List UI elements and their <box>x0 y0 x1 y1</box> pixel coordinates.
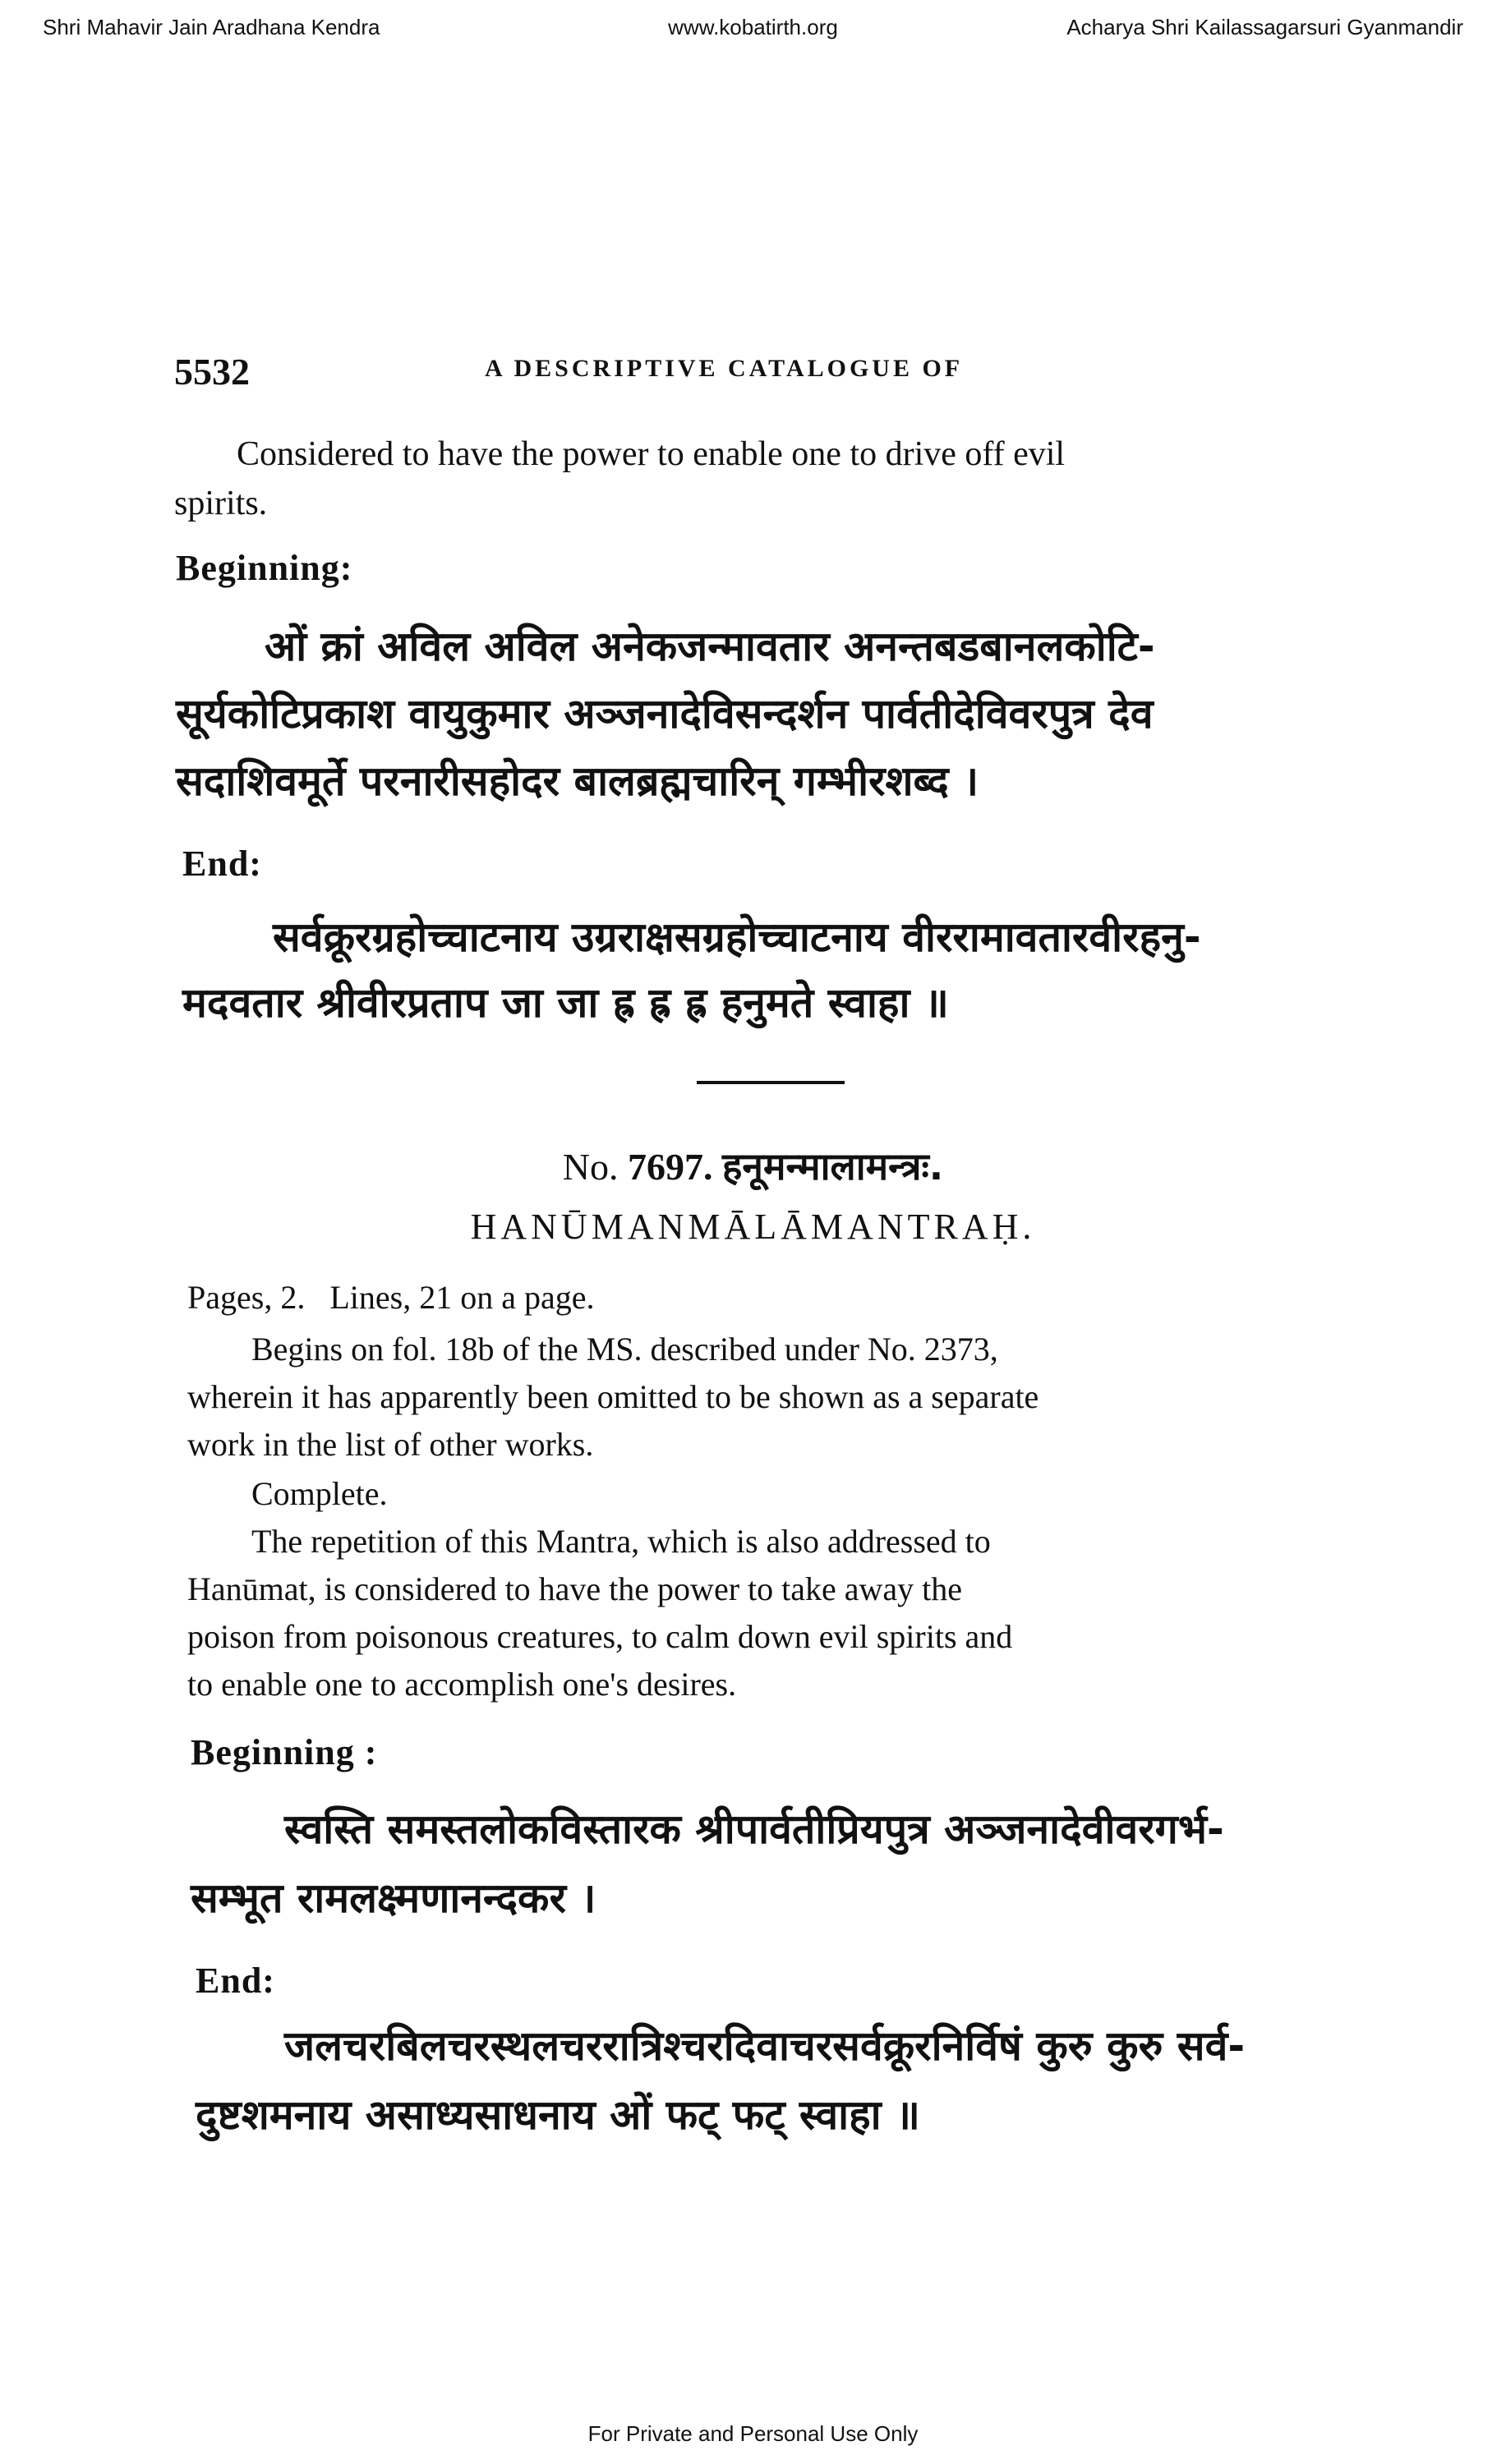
desc-line: to enable one to accomplish one's desires. <box>187 1666 737 1703</box>
end-label: End: <box>182 844 262 884</box>
entry-no-prefix: No. <box>562 1146 619 1188</box>
running-head: A DESCRIPTIVE CATALOGUE OF <box>485 355 964 382</box>
sanskrit-line: मदवतार श्रीवीरप्रताप जा जा ह्र ह्र ह्र हनुमते स्वाहा ॥ <box>182 979 949 1027</box>
footer-notice: For Private and Personal Use Only <box>587 2421 919 2446</box>
sanskrit-line: जलचरबिलचरस्थलचररात्रिश्चरदिवाचरसर्वक्रूरनिर्विषं कुरु कुरु सर्व- <box>284 2022 1246 2070</box>
page-number: 5532 <box>174 351 250 393</box>
entry-number-line <box>0 1140 1506 1191</box>
desc-line: Begins on fol. 18b of the MS. described under No. 2373, <box>251 1331 998 1368</box>
desc-line: wherein it has apparently been omitted to be shown as a separate <box>187 1378 1039 1415</box>
entry-meta: Pages, 2. Lines, 21 on a page. <box>187 1279 595 1316</box>
entry-number: 7697. <box>628 1146 713 1188</box>
sanskrit-line: ओं क्रां अविल अविल अनेकजन्मावतार अनन्तबडबानलकोटि- <box>265 623 1155 670</box>
entry-title-english: HANŪMANMĀLĀMANTRAḤ. <box>470 1207 1036 1247</box>
sanskrit-line: सूर्यकोटिप्रकाश वायुकुमार अञ्जनादेविसन्दर्शन पार्वतीदेविवरपुत्र देव <box>176 690 1154 738</box>
header-right-text: Acharya Shri Kailassagarsuri Gyanmandir <box>1066 15 1463 39</box>
desc-line: work in the list of other works. <box>187 1426 594 1463</box>
sanskrit-line: स्वस्ति समस्तलोकविस्तारक श्रीपार्वतीप्रियपुत्र अञ्जनादेवीवरगर्भ- <box>284 1805 1224 1853</box>
desc-line: poison from poisonous creatures, to calm down evil spirits and <box>187 1618 1013 1655</box>
desc-line: Hanūmat, is considered to have the power to take away the <box>187 1570 963 1607</box>
beginning-label: Beginning: <box>176 548 353 588</box>
entry-title-sanskrit: हनूमन्मालामन्त्रः. <box>722 1144 944 1188</box>
header-website: www.kobatirth.org <box>668 15 838 39</box>
beginning-label: Beginning : <box>191 1732 378 1772</box>
sanskrit-line: सम्भूत रामलक्ष्मणानन्दकर । <box>191 1874 596 1922</box>
sanskrit-line: सदाशिवमूर्ते परनारीसहोदर बालब्रह्मचारिन् गम्भीरशब्द । <box>176 757 979 805</box>
intro-line-1: Considered to have the power to enable one to drive off evil <box>237 435 1066 473</box>
sanskrit-line: सर्वक्रूरग्रहोच्चाटनाय उग्रराक्षसग्रहोच्चाटनाय वीररामावतारवीरहनु- <box>273 913 1201 961</box>
desc-line: The repetition of this Mantra, which is also addressed to <box>251 1523 991 1560</box>
desc-line: Complete. <box>251 1475 388 1512</box>
end-label: End: <box>196 1961 275 2001</box>
intro-line-2: spirits. <box>174 485 268 522</box>
sanskrit-line: दुष्टशमनाय असाध्यसाधनाय ओं फट् फट् स्वाहा ॥ <box>196 2091 920 2139</box>
header-left-text: Shri Mahavir Jain Aradhana Kendra <box>43 15 380 39</box>
section-divider <box>697 1081 845 1084</box>
